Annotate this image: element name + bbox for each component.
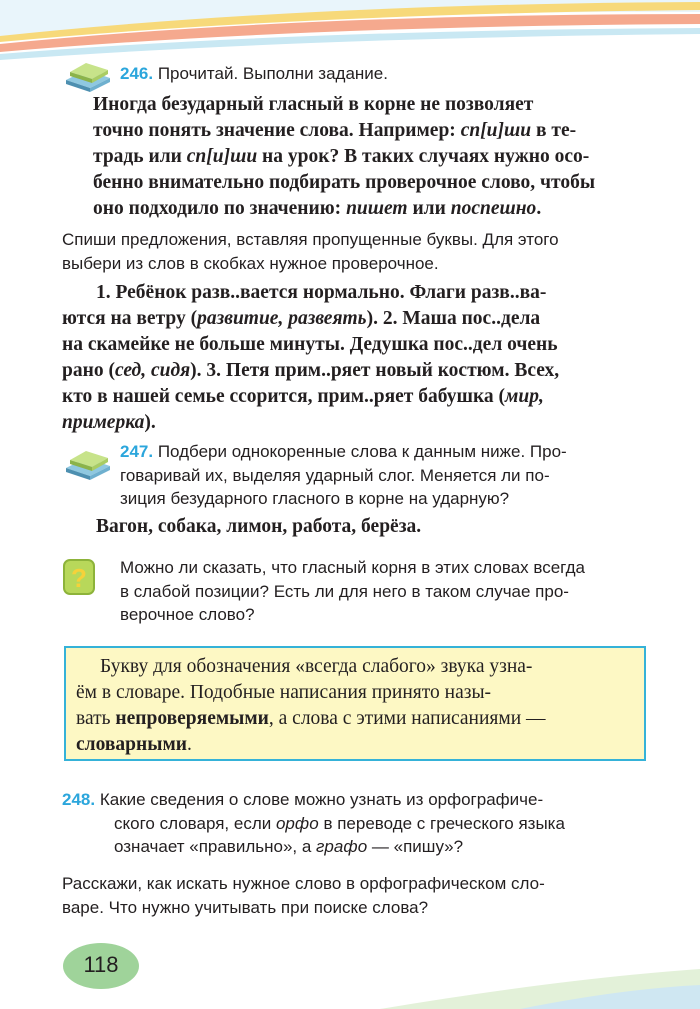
text-line [62, 410, 652, 436]
text-span: ского словаря, если [114, 813, 276, 833]
text-line [93, 118, 653, 144]
text-span: рано ( [62, 360, 115, 381]
text-line [62, 306, 652, 332]
text-line: бенно внимательно подбирать проверочное слово, чтобы [93, 172, 596, 193]
example-word: поспешно [450, 198, 537, 219]
text-span: ются на ветру ( [62, 308, 198, 329]
example-word: сп[и]ши [460, 120, 532, 141]
question-icon [62, 558, 96, 596]
hint-words: сед, сидя [114, 360, 191, 381]
term-word: графо [316, 837, 368, 856]
exercise-248 [62, 788, 662, 859]
text-line: Расскажи, как искать нужное слово в орфографическом сло- [62, 874, 545, 893]
text-line: Иногда безударный гласный в корне не позволяет [93, 94, 534, 115]
text-line [76, 706, 636, 732]
question-text [120, 556, 660, 627]
text-span: традь или [93, 146, 187, 167]
exercise-instruction: Прочитай. Выполни задание. [153, 64, 388, 83]
text-span: или [407, 198, 451, 219]
term-word: орфо [275, 813, 319, 833]
text-span: на урок? В таких случаях нужно осо- [257, 146, 590, 167]
word-list-247: Вагон, собака, лимон, работа, берёза. [96, 516, 422, 537]
text-line [62, 384, 652, 410]
hint-words: мир, [505, 386, 544, 407]
text-line [62, 812, 662, 836]
exercise-number: 248. [62, 790, 96, 809]
exercise-number: 246. [120, 64, 154, 83]
text-span: — «пишу»? [367, 837, 464, 856]
text-line [62, 835, 662, 859]
text-span: в переводе с греческого языка [318, 813, 565, 833]
hint-words: примерка [62, 412, 145, 433]
text-line: Букву для обозначения «всегда слабого» звука узна- [100, 656, 533, 677]
rule-box [64, 646, 646, 761]
text-line: говаривай их, выделяя ударный слог. Меняется ли по- [120, 465, 550, 485]
text-line: верочное слово? [120, 605, 255, 624]
example-word: сп[и]ши [186, 146, 258, 167]
text-span: Какие сведения о слове можно узнать из орфографиче- [95, 790, 544, 809]
key-term: словарными [76, 734, 187, 755]
text-line: зиция безударного гласного в корне на ударную? [120, 489, 510, 508]
text-line: на скамейке не больше минуты. Дедушка пос..дел очень [62, 334, 558, 355]
text-line [93, 196, 653, 222]
text-line: варе. Что нужно учитывать при поиске слова? [62, 897, 429, 917]
text-span: точно понять значение слова. Например: [93, 120, 461, 141]
text-span: . [186, 734, 192, 755]
text-line: 1. Ребёнок разв..вается нормально. Флаги разв..ва- [96, 282, 547, 303]
text-line: ём в словаре. Подобные написания принято назы- [76, 682, 492, 703]
task-246 [62, 228, 652, 275]
book-icon [62, 446, 114, 480]
top-decoration [0, 0, 700, 60]
text-span: ). 2. Маша пос..дела [366, 308, 541, 329]
rule-box-text [76, 654, 636, 758]
page-number: 118 [83, 952, 119, 977]
text-line: выбери из слов в скобках нужное проверочное. [62, 253, 439, 273]
key-term: непроверяемыми [115, 708, 269, 729]
text-line [62, 358, 652, 384]
text-line: в слабой позиции? Есть ли для него в таком случае про- [120, 581, 569, 601]
text-line: Можно ли сказать, что гласный корня в этих словах всегда [120, 558, 585, 577]
text-line [62, 788, 662, 812]
svg-text:?: ? [71, 563, 87, 593]
text-span: оно подходило по значению: [93, 198, 347, 219]
book-icon [62, 58, 114, 92]
exercise-247 [120, 440, 660, 511]
text-span: ). [144, 412, 156, 433]
text-span: кто в нашей семье ссорится, прим..ряет бабушка ( [62, 386, 506, 407]
rule-paragraph-246 [93, 92, 653, 222]
example-word: пишет [346, 198, 408, 219]
task-248 [62, 872, 662, 919]
text-line [93, 144, 653, 170]
text-span: в те- [531, 120, 577, 141]
hint-words: развитие, развеять [197, 308, 367, 329]
text-line [76, 732, 636, 758]
text-line: Спиши предложения, вставляя пропущенные буквы. Для этого [62, 230, 559, 249]
bottom-decoration [0, 949, 700, 1009]
exercise-246-heading [120, 62, 388, 86]
text-span: Подбери однокоренные слова к данным ниже. Про- [153, 442, 567, 461]
text-span: вать [76, 708, 116, 729]
text-span: , а слова с этими написаниями — [268, 708, 546, 729]
text-span: означает «правильно», а [114, 837, 317, 856]
text-span: ). 3. Петя прим..ряет новый костюм. Всех, [190, 360, 560, 381]
sentences-246 [62, 280, 652, 436]
text-line [120, 440, 660, 464]
text-span: . [536, 198, 542, 219]
exercise-number: 247. [120, 442, 154, 461]
